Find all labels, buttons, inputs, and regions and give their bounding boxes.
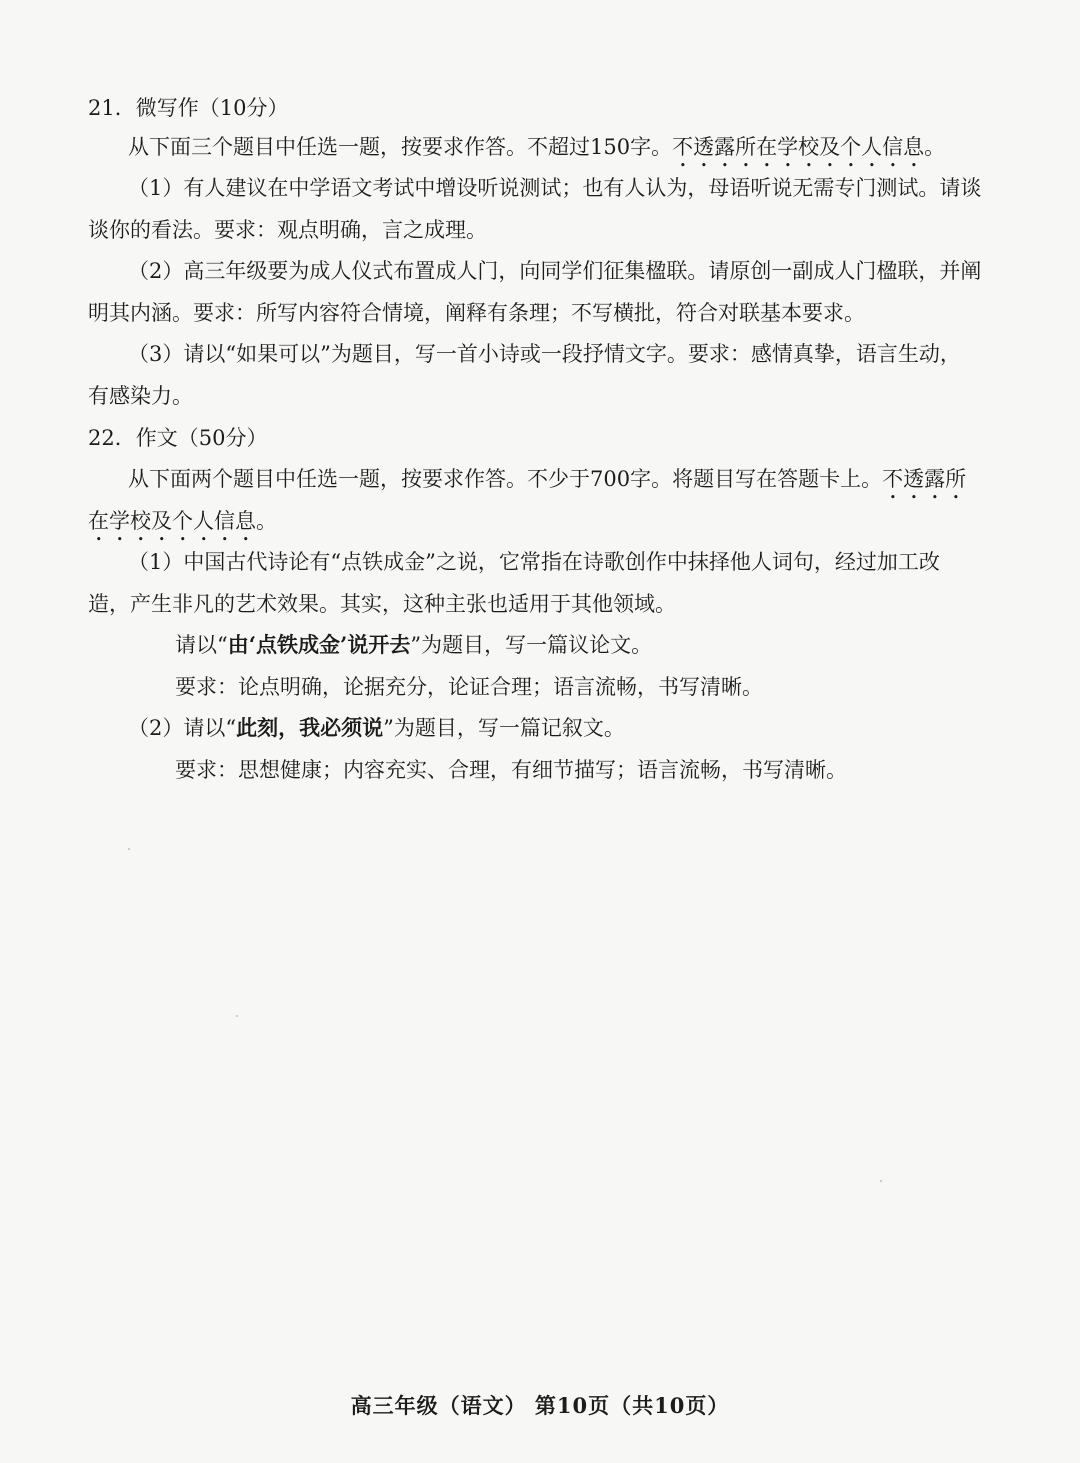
- q21-item1-line1: （1）有人建议在中学语文考试中增设听说测试；也有人认为，母语听说无需专门测试。请谈: [128, 176, 982, 200]
- q22-item2-requirements: 要求：思想健康；内容充实、合理，有细节描写；语言流畅，书写清晰。: [175, 758, 847, 782]
- q22-item2-prompt-start: （2）请以“: [128, 716, 237, 740]
- q22-intro-line1: [128, 465, 966, 504]
- page-footer: 高三年级（语文） 第10页（共10页）: [350, 1393, 730, 1418]
- q22-item1-line2: 造，产生非凡的艺术效果。其实，这种主张也适用于其他领域。: [88, 592, 676, 616]
- q21-item3-line1: （3）请以“如果可以”为题目，写一首小诗或一段抒情文字。要求：感情真挚，语言生动，: [128, 342, 961, 366]
- q22-intro-emphasis-b: 在学校及个人信息: [88, 509, 256, 533]
- q22-title: 22．作文（50分）: [88, 426, 268, 450]
- q22-item1-prompt: [175, 631, 652, 659]
- q21-title: 21．微写作（10分）: [88, 96, 289, 120]
- q22-item2-topic: 此刻，我必须说: [236, 715, 384, 740]
- q22-item2-prompt-end: ”为题目，写一篇记叙文。: [383, 716, 625, 740]
- scan-speck: [128, 848, 130, 850]
- q21-intro-emphasis: 不透露所在学校及个人信息: [672, 135, 925, 159]
- q22-item1-topic: 由‘点铁成金’说开去: [227, 632, 411, 657]
- q21-item2-line1: （2）高三年级要为成人仪式布置成人门，向同学们征集楹联。请原创一副成人门楹联，并阐: [128, 259, 982, 283]
- q22-item2-prompt: [128, 714, 625, 742]
- scan-speck: [880, 1180, 882, 1182]
- q21-intro-end: 。: [924, 135, 946, 159]
- q22-intro-text: 从下面两个题目中任选一题，按要求作答。不少于700字。将题目写在答题卡上。: [128, 467, 883, 491]
- q21-intro-text: 从下面三个题目中任选一题，按要求作答。不超过150字。: [128, 135, 673, 159]
- q22-intro-line2: [88, 507, 277, 546]
- scan-speck: [236, 1015, 238, 1017]
- q22-item1-prompt-start: 请以“: [175, 633, 228, 657]
- q22-item1-prompt-end: ”为题目，写一篇议论文。: [410, 633, 653, 657]
- q21-intro: [128, 133, 945, 172]
- q21-item1-line2: 谈你的看法。要求：观点明确，言之成理。: [88, 218, 487, 242]
- q22-item1-requirements: 要求：论点明确，论据充分，论证合理；语言流畅，书写清晰。: [175, 675, 763, 699]
- q22-intro-emphasis-a: 不透露所: [882, 467, 967, 491]
- q22-item1-line1: （1）中国古代诗论有“点铁成金”之说，它常指在诗歌创作中抹择他人词句，经过加工改: [128, 550, 940, 574]
- q21-item2-line2: 明其内涵。要求：所写内容符合情境，阐释有条理；不写横批，符合对联基本要求。: [88, 301, 865, 325]
- q21-item3-line2: 有感染力。: [88, 384, 193, 408]
- q22-intro-end: 。: [256, 509, 277, 533]
